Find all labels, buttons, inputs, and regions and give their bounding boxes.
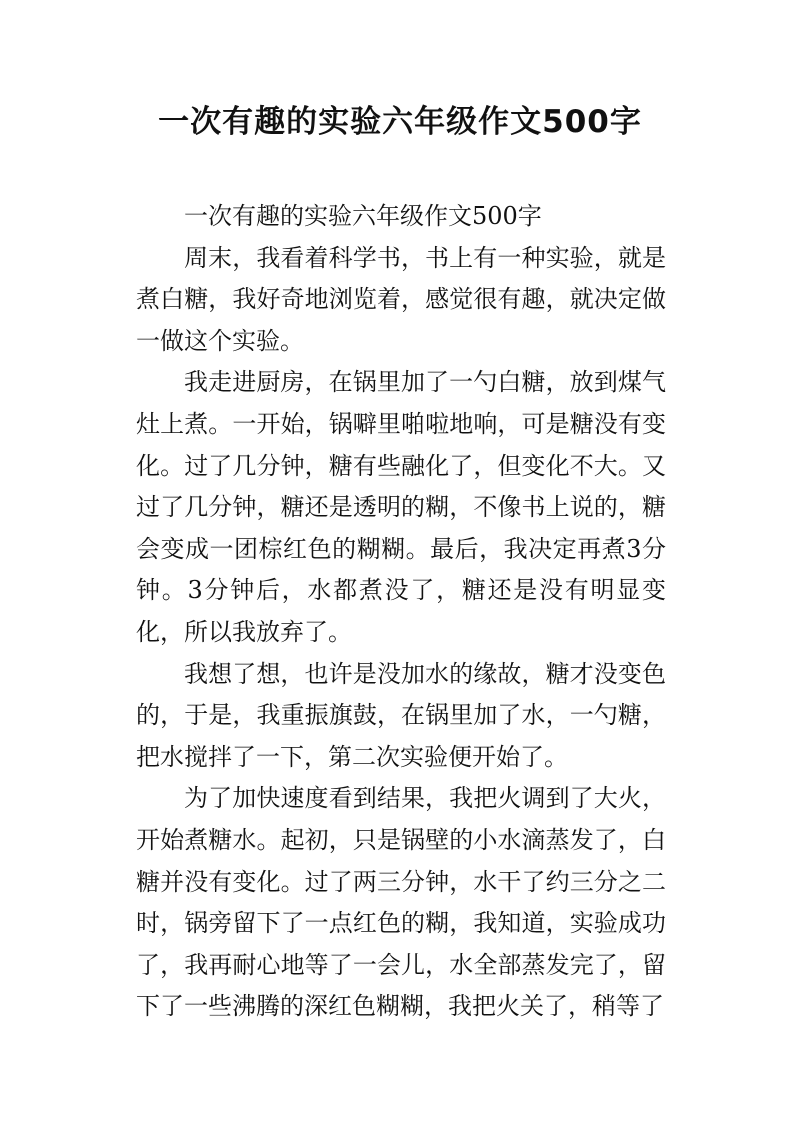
paragraph-subtitle: 一次有趣的实验六年级作文500字: [184, 202, 542, 230]
paragraph: 我想了想，也许是没加水的缘故，糖才没变色的，于是，我重振旗鼓，在锅里加了水，一勺糖，把水搅拌了一下，第二次实验便开始了。: [136, 659, 666, 771]
paragraph: 我走进厨房，在锅里加了一勺白糖，放到煤气灶上煮。一开始，锅噼里啪啦地响，可是糖没有变化。过了几分钟，糖有些融化了，但变化不大。又过了几分钟，糖还是透明的糊，不像书上说的，糖会变成一团棕红色的糊糊。最后，我决定再煮3分钟。3分钟后，水都煮没了，糖还是没有明显变化，所以我放弃了。: [136, 368, 666, 646]
document-title: 一次有趣的实验六年级作文500字: [158, 104, 642, 140]
document-body: [136, 196, 666, 1028]
paragraph: 周末，我看着科学书，书上有一种实验，就是煮白糖，我好奇地浏览着，感觉很有趣，就决定做一做这个实验。: [136, 243, 666, 355]
paragraph: 为了加快速度看到结果，我把火调到了大火，开始煮糖水。起初，只是锅壁的小水滴蒸发了，白糖并没有变化。过了两三分钟，水干了约三分之二时，锅旁留下了一点红色的糊，我知道，实验成功了，我再耐心地等了一会儿，水全部蒸发完了，留下了一些沸腾的深红色糊糊，我把火关了，稍等了: [136, 784, 666, 1021]
